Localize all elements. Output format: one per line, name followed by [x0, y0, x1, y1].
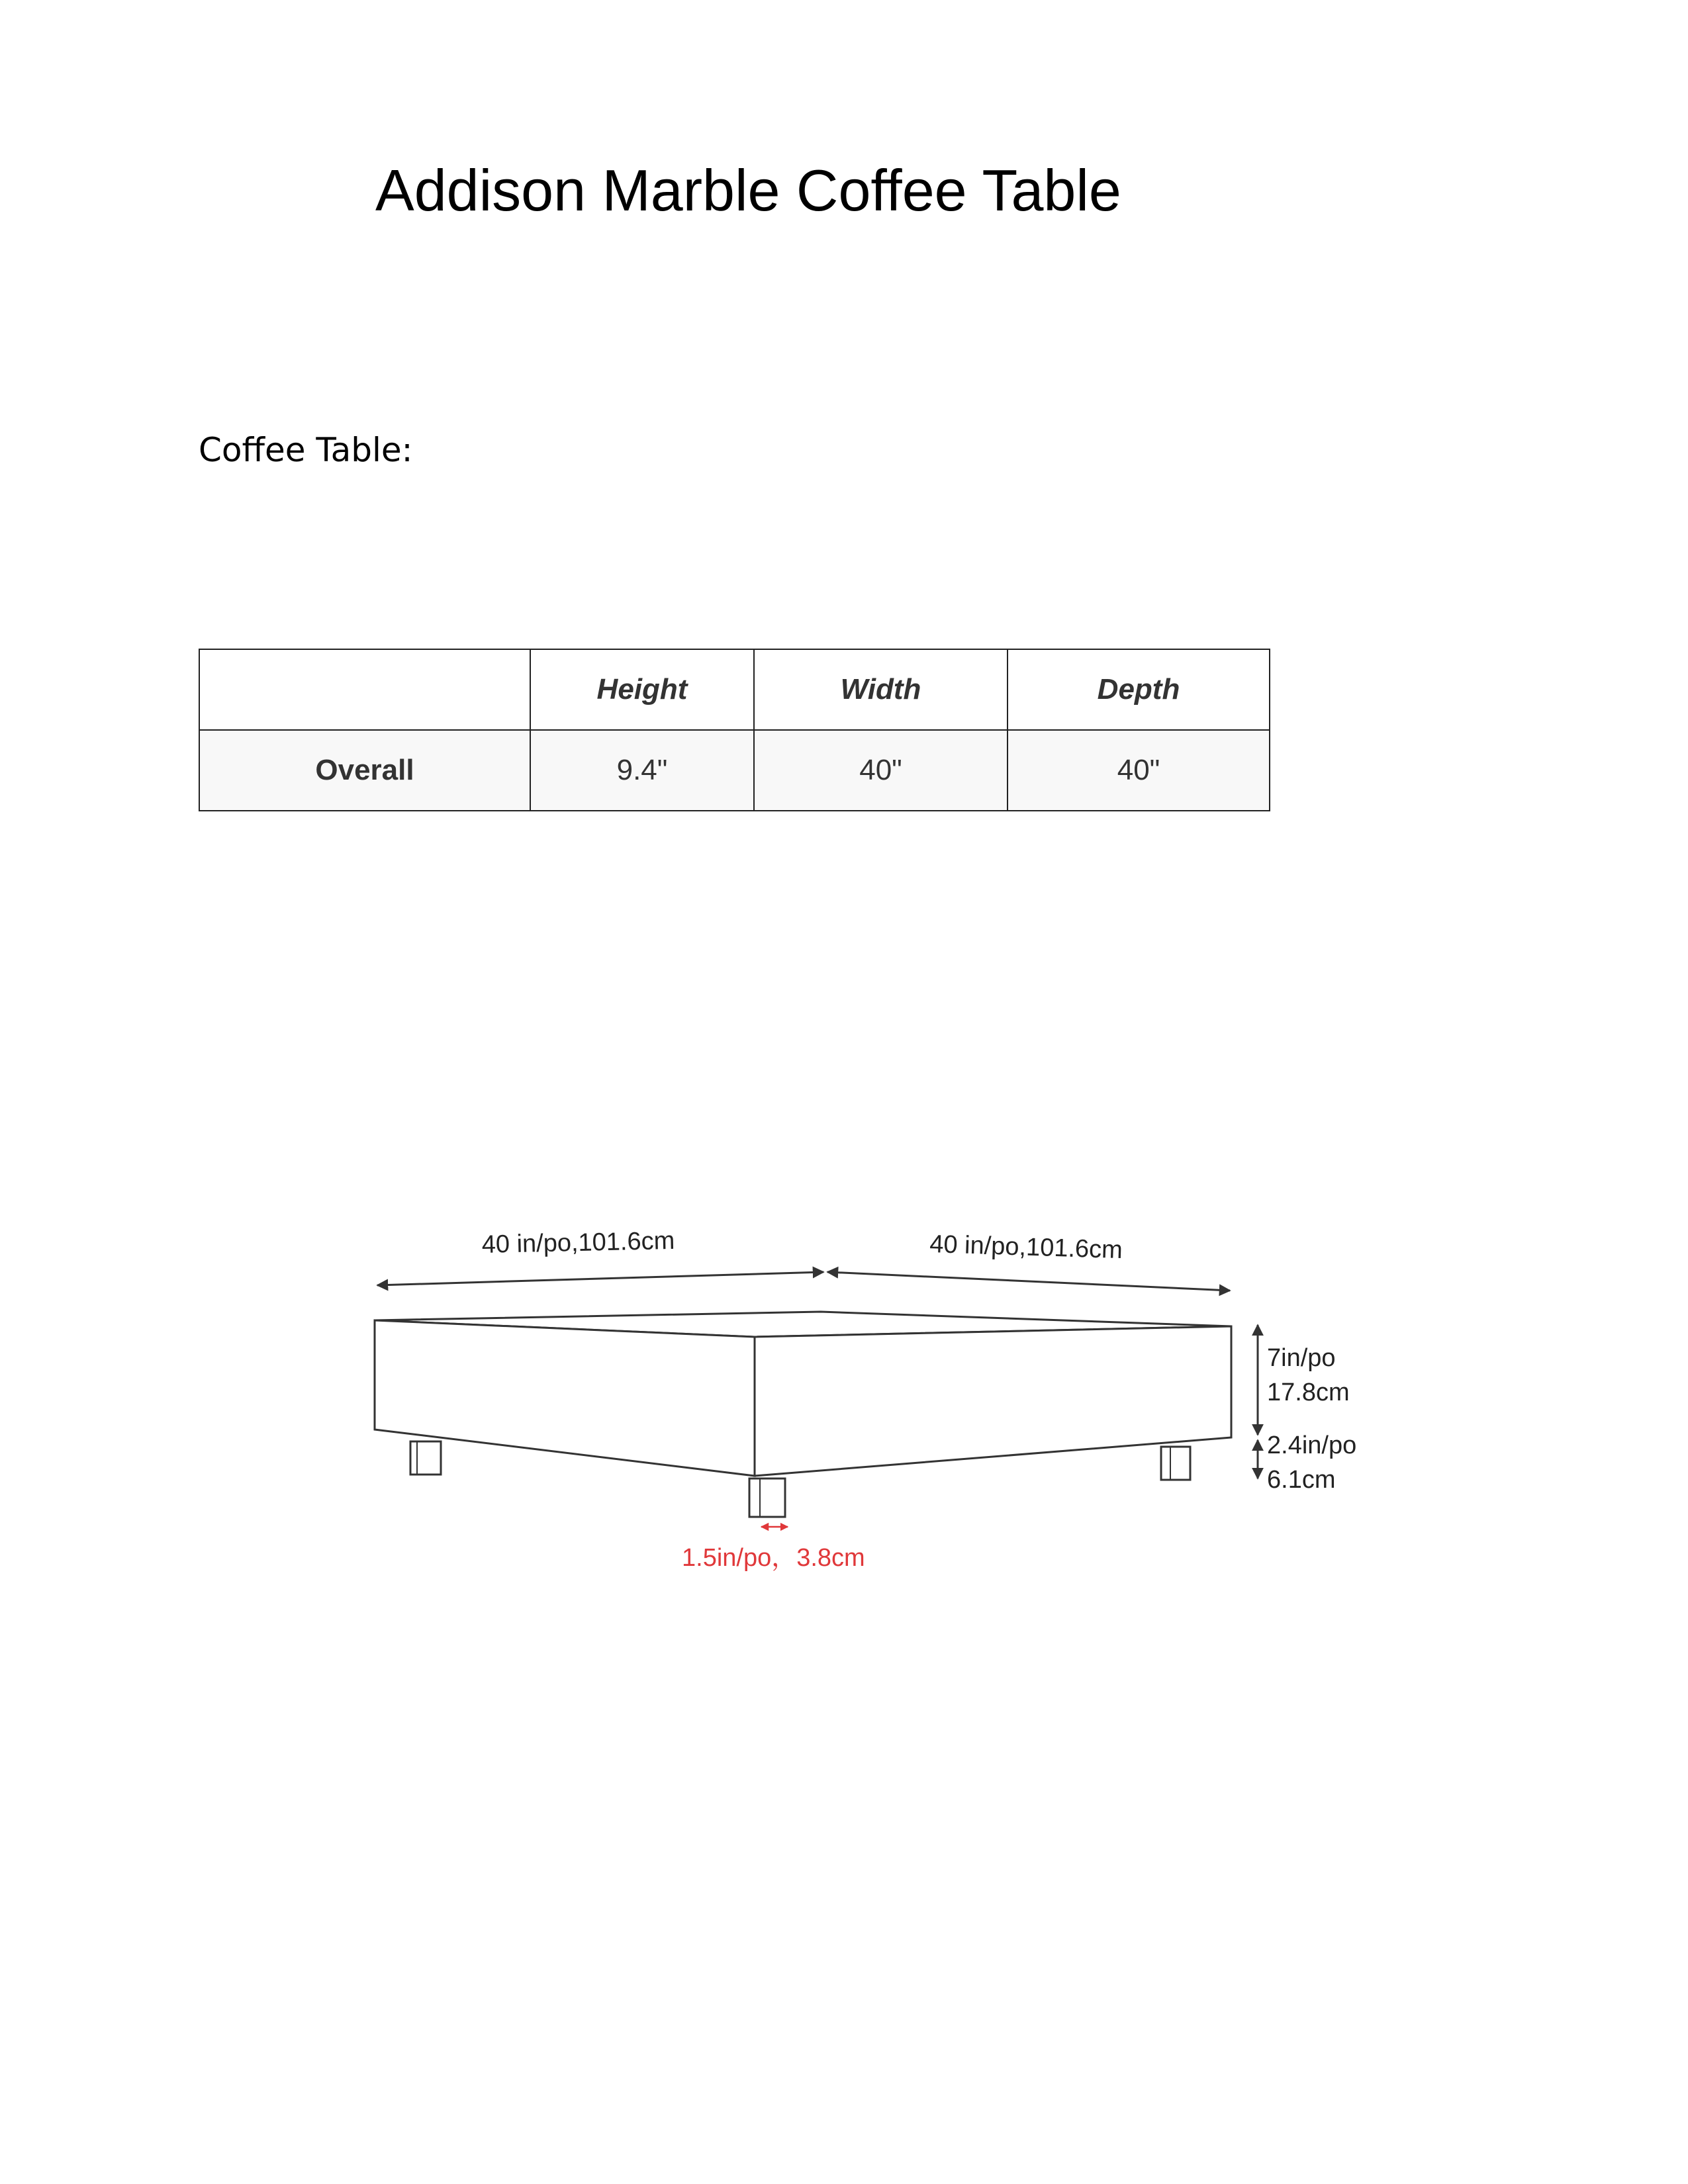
leg-width-label: 1.5in/po，3.8cm: [682, 1544, 865, 1572]
leg-front: [749, 1479, 785, 1517]
table-drawing: [375, 1312, 1231, 1517]
cell-depth-value: 40": [1008, 730, 1270, 811]
section-label: Coffee Table:: [199, 431, 413, 469]
cell-width-value: 40": [754, 730, 1008, 811]
leg-height-label-cm: 6.1cm: [1267, 1466, 1336, 1494]
body-height-label-cm: 17.8cm: [1267, 1379, 1350, 1406]
header-width: Width: [754, 649, 1008, 730]
document-title: Addison Marble Coffee Table: [375, 158, 1121, 223]
depth-dimension-arrow: [827, 1272, 1230, 1291]
table-front-right-face: [755, 1326, 1231, 1476]
leg-height-label-in: 2.4in/po: [1267, 1432, 1357, 1459]
leg-right: [1161, 1447, 1190, 1480]
width-dimension-arrow: [377, 1272, 823, 1285]
cell-height-value: 9.4": [530, 730, 754, 811]
row-label-overall: Overall: [199, 730, 530, 811]
leg-left: [410, 1441, 441, 1475]
body-height-label-in: 7in/po: [1267, 1344, 1336, 1372]
width-dimension-label: 40 in/po,101.6cm: [481, 1226, 675, 1259]
depth-dimension-label: 40 in/po,101.6cm: [929, 1230, 1123, 1265]
header-height: Height: [530, 649, 754, 730]
header-depth: Depth: [1008, 649, 1270, 730]
